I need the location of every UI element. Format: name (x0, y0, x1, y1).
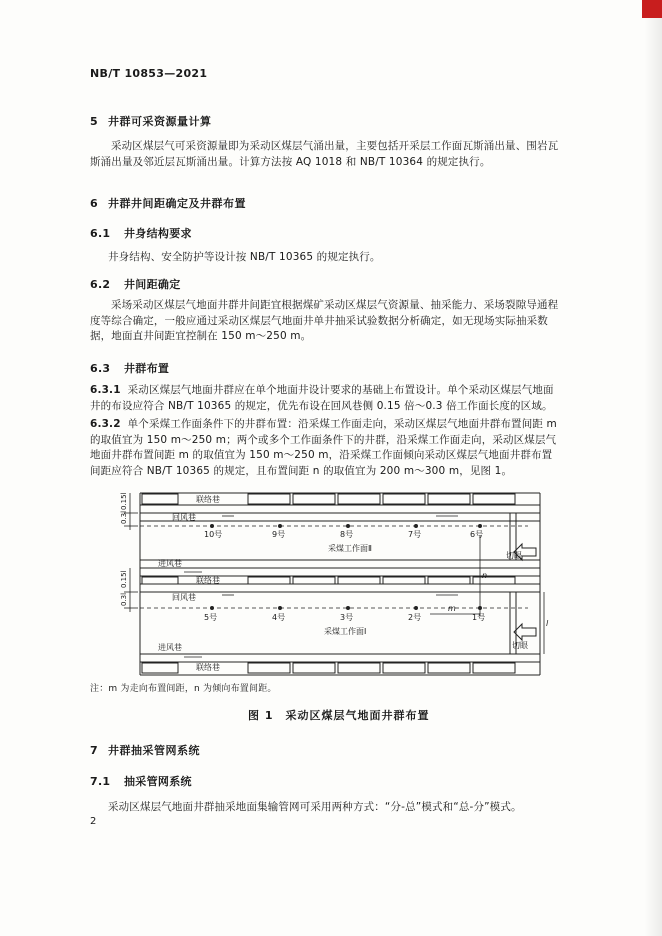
well-label-9: 9号 (272, 530, 286, 539)
cut-label-lower: 切眼 (512, 641, 528, 650)
well-label-3: 3号 (340, 613, 354, 622)
section-7-1-title: 抽采管网系统 (124, 775, 192, 788)
pillar-block (338, 663, 380, 673)
well-marker (478, 606, 482, 610)
pillar-block (383, 663, 425, 673)
section-6-2-title: 井间距确定 (124, 278, 181, 291)
cut-direction-arrow (514, 624, 536, 640)
scan-corner-mark (642, 0, 662, 18)
section-6-heading (90, 195, 246, 211)
face-2-label: 采煤工作面Ⅱ (328, 544, 372, 553)
section-5-body: 采动区煤层气可采资源量即为采动区煤层气涌出量，主要包括开采层工作面瓦斯涌出量、围岩瓦斯涌出量及邻近层瓦斯涌出量。计算方法按 AQ 1018 和 NB/T 10364 的规定执行。 (90, 140, 559, 168)
dim-015l-lower: 0.15l (120, 570, 128, 588)
pillar-block (473, 663, 515, 673)
standard-code: NB/T 10853—2021 (90, 67, 208, 80)
pillar-block (428, 494, 470, 504)
well-marker (414, 606, 418, 610)
page-number: 2 (90, 816, 97, 827)
section-5-heading (90, 113, 212, 129)
dim-03l-lower: 0.3l (120, 592, 128, 606)
section-6-3-1-number: 6.3.1 (90, 384, 121, 396)
huifengxiang-label-upper: 回风巷 (172, 513, 196, 522)
section-6-3-title: 井群布置 (124, 362, 170, 375)
section-6-3-1-paragraph (90, 383, 560, 414)
dim-03l-upper: 0.3l (120, 510, 128, 524)
well-marker (278, 606, 282, 610)
well-marker (210, 606, 214, 610)
well-label-4: 4号 (272, 613, 286, 622)
pillar-block (293, 577, 335, 584)
jinfengxiang-label-lower: 进风巷 (158, 643, 182, 652)
section-7-title: 井群抽采管网系统 (108, 744, 200, 757)
section-6-2-heading (90, 276, 181, 292)
jinfengxiang-label-upper: 进风巷 (158, 559, 182, 568)
pillar-block (248, 494, 290, 504)
section-6-1-number: 6.1 (90, 227, 111, 240)
face-1-label: 采煤工作面Ⅰ (324, 627, 367, 636)
well-label-6: 6号 (470, 530, 484, 539)
liaoluoxiang-label-top: 联络巷 (196, 495, 220, 504)
cut-label-upper: 切眼 (506, 551, 522, 560)
section-6-3-2-number: 6.3.2 (90, 418, 121, 430)
dim-015l-upper: 0.15l (120, 492, 128, 510)
pillar-block (338, 577, 380, 584)
pillar-block (428, 577, 470, 584)
pillar-block (428, 663, 470, 673)
well-marker (414, 524, 418, 528)
well-label-5: 5号 (204, 613, 218, 622)
section-7-1-body: 采动区煤层气地面井群抽采地面集输管网可采用两种方式：“分-总”模式和“总-分”模式。 (108, 801, 522, 813)
well-marker (346, 524, 350, 528)
well-label-10: 10号 (204, 530, 223, 539)
well-marker (478, 524, 482, 528)
pillar-block (473, 577, 515, 584)
l-length-label: l (546, 619, 549, 628)
well-label-8: 8号 (340, 530, 354, 539)
well-label-2: 2号 (408, 613, 422, 622)
pillar-block (248, 577, 290, 584)
section-6-2-number: 6.2 (90, 278, 111, 291)
pillar-block (142, 577, 178, 584)
section-5-title: 井群可采资源量计算 (108, 115, 212, 128)
figure-note: 注：m 为走向布置间距，n 为倾向布置间距。 (90, 684, 277, 694)
m-spacing-label: m (448, 604, 456, 613)
pillar-block (473, 494, 515, 504)
section-7-1-heading (90, 773, 192, 789)
section-7-number: 7 (90, 744, 99, 757)
liaoluoxiang-label-bottom: 联络巷 (196, 663, 220, 672)
n-spacing-label: n (482, 571, 488, 580)
well-marker (278, 524, 282, 528)
figure-1-diagram (88, 490, 558, 690)
liaoluoxiang-label-mid: 联络巷 (196, 576, 220, 585)
section-6-1-body: 井身结构、安全防护等设计按 NB/T 10365 的规定执行。 (108, 251, 381, 263)
pillar-block (383, 577, 425, 584)
well-label-1: 1号 (472, 613, 486, 622)
section-6-1-title: 井身结构要求 (124, 227, 192, 240)
pillar-block (142, 494, 178, 504)
section-6-1-heading (90, 225, 192, 241)
section-7-heading (90, 742, 200, 758)
section-6-title: 井群井间距确定及井群布置 (108, 197, 246, 210)
scan-edge-shadow (644, 0, 662, 936)
section-6-2-body: 采场采动区煤层气地面井群井间距宜根据煤矿采动区煤层气资源量、抽采能力、采场裂隙导通程度等综合确定，一般应通过采动区煤层气地面井单井抽采试验数据分析确定，如无现场实际抽采数据，地面直井间距宜控制在 150 m～250 m。 (90, 299, 559, 342)
pillar-block (248, 663, 290, 673)
section-6-3-2-body: 单个采煤工作面条件下的井群布置：沿采煤工作面走向，采动区煤层气地面井群布置间距 m 的取值宜为 150 m～250 m；两个或多个工作面条件下的井群，沿采煤工作面走向，采动区煤层气地面井群布置间距 m 的取值宜为 150 m～250 m，沿采煤工作面倾向采动区煤层气地面井群布置间距应符合 NB/T 10365 的规定，且布置间距 n 的取值宜为 200 m～300 m，见图 1。 (90, 418, 557, 477)
huifengxiang-label-lower: 回风巷 (172, 593, 196, 602)
pillar-block (142, 663, 178, 673)
pillar-block (293, 663, 335, 673)
figure-caption: 图 1 采动区煤层气地面井群布置 (248, 709, 430, 722)
pillar-block (293, 494, 335, 504)
section-6-number: 6 (90, 197, 99, 210)
well-label-7: 7号 (408, 530, 422, 539)
section-6-3-2-paragraph (90, 417, 560, 479)
pillar-block (338, 494, 380, 504)
section-6-3-number: 6.3 (90, 362, 111, 375)
pillar-block (383, 494, 425, 504)
section-6-3-heading (90, 360, 169, 376)
section-7-1-number: 7.1 (90, 775, 111, 788)
section-6-3-1-body: 采动区煤层气地面井群应在单个地面井设计要求的基础上布置设计。单个采动区煤层气地面井的布设应符合 NB/T 10365 的规定，优先布设在回风巷侧 0.15 倍～0.3 倍工作面长度的区域。 (90, 384, 554, 412)
well-marker (210, 524, 214, 528)
well-marker (346, 606, 350, 610)
section-5-number: 5 (90, 115, 99, 128)
